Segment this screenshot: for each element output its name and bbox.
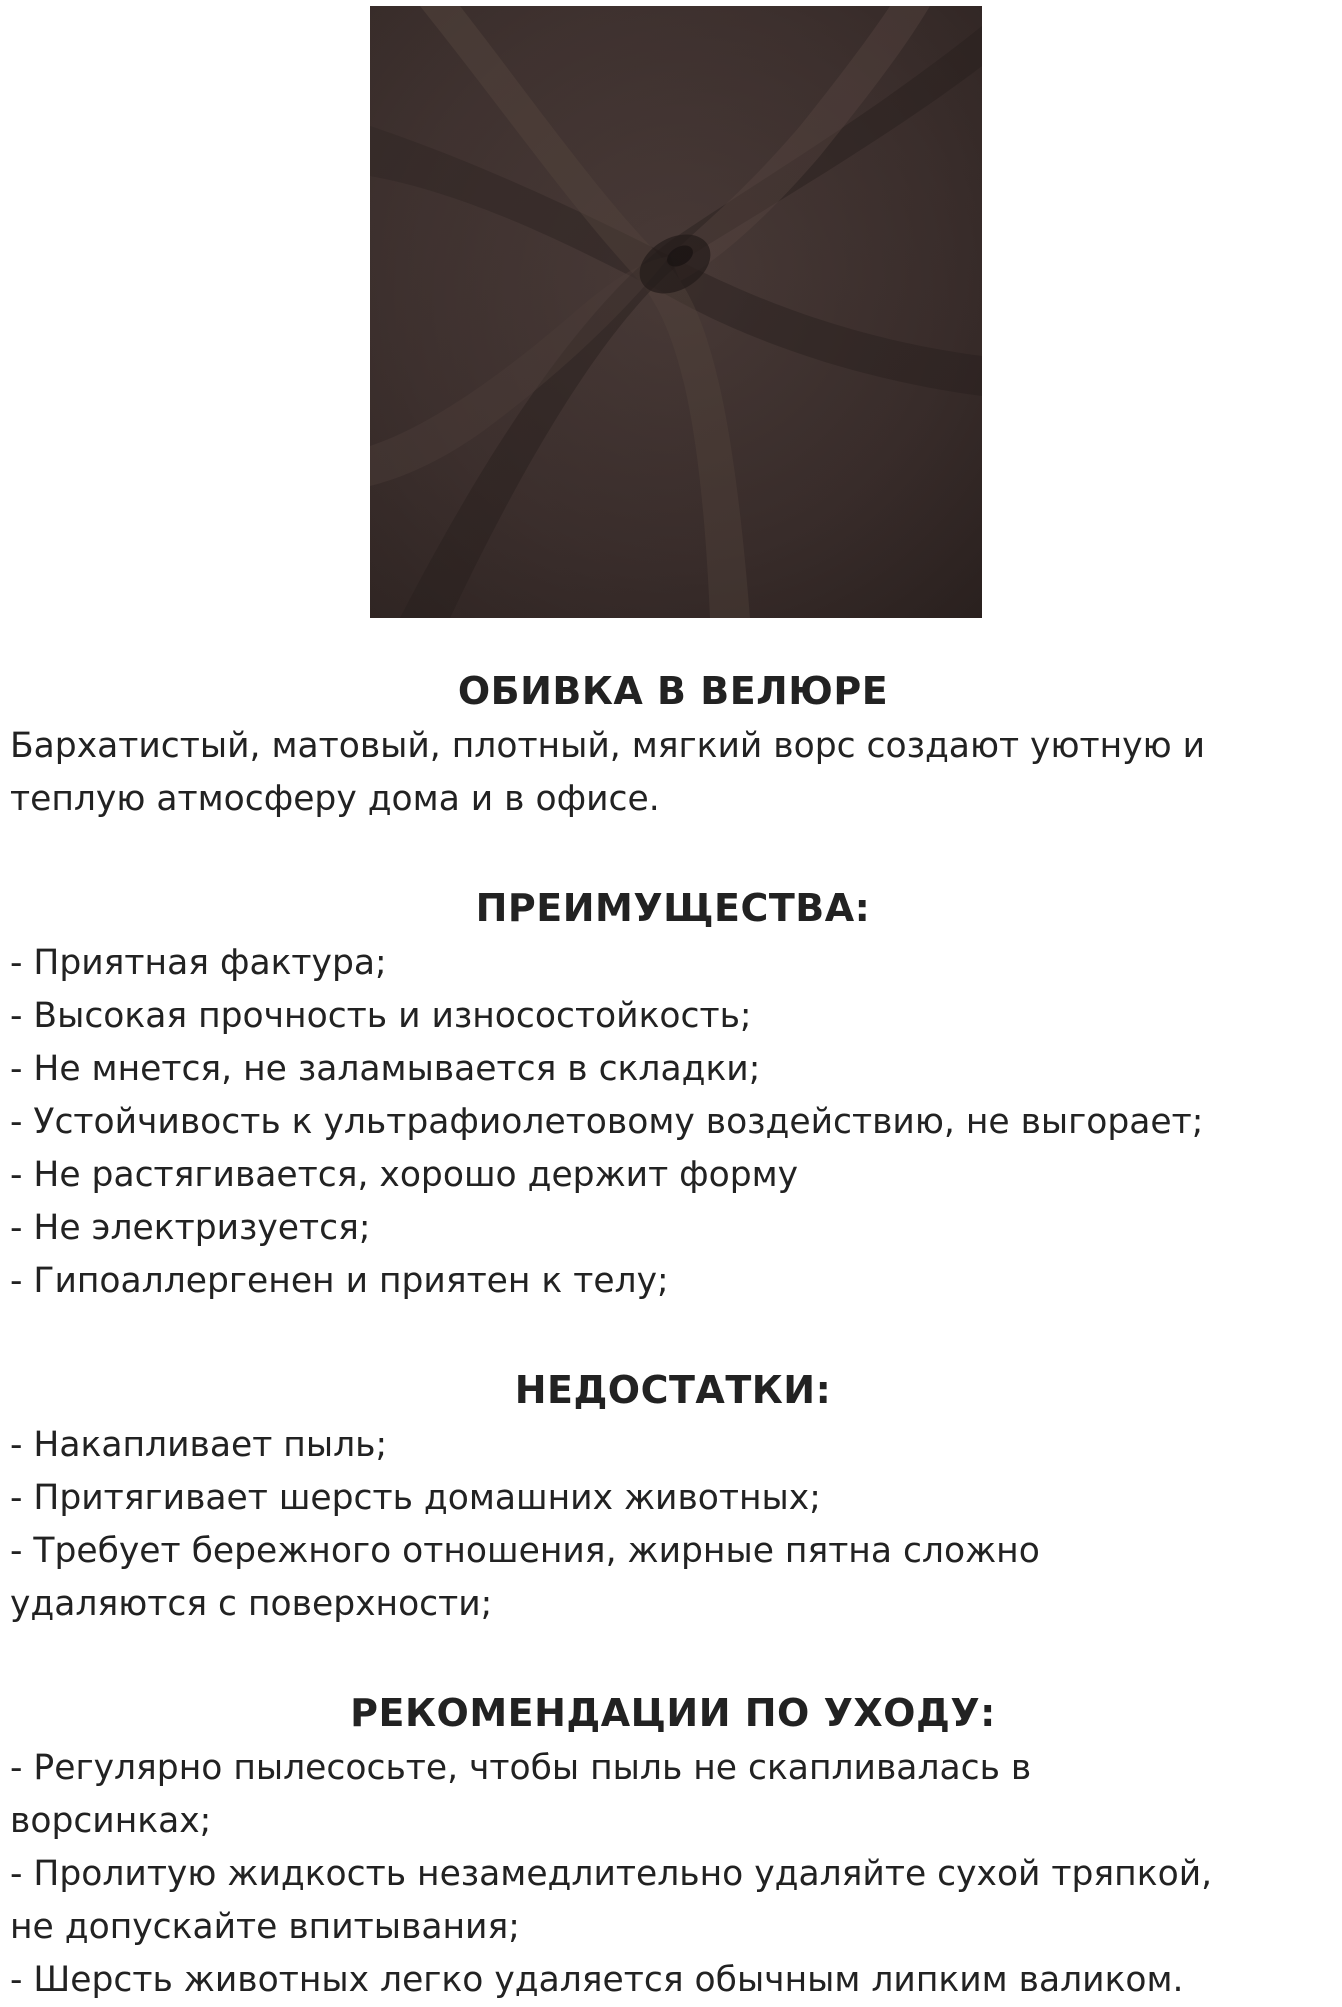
advantages-list-item: - Приятная фактура; [10,943,387,983]
section-spacer [10,1631,1336,1684]
upholstery-title: ОБИВКА В ВЕЛЮРЕ [457,669,889,713]
velour-fabric-swatch-image [370,6,982,618]
upholstery-line: теплую атмосферу дома и в офисе. [10,779,660,819]
description-content [10,662,1336,2007]
upholstery-line: Бархатистый, матовый, плотный, мягкий ворс создают уютную и [10,726,1206,766]
advantages-list-item: - Устойчивость к ультрафиолетовому воздействию, не выгорает; [10,1102,1204,1142]
care-list-item: - Регулярно пылесосьте, чтобы пыль не скапливалась в [10,1748,1032,1788]
advantages-list-item: - Не электризуется; [10,1208,371,1248]
advantages-title: ПРЕИМУЩЕСТВА: [475,886,871,930]
advantages-list-item: - Не мнется, не заламывается в складки; [10,1049,761,1089]
care-list-item: не допускайте впитывания; [10,1907,520,1947]
disadvantages-list-item: удаляются с поверхности; [10,1584,493,1624]
care-title: РЕКОМЕНДАЦИИ ПО УХОДУ: [350,1691,996,1735]
disadvantages-list-item: - Накапливает пыль; [10,1425,388,1465]
advantages-list-item: - Высокая прочность и износостойкость; [10,996,752,1036]
fabric-swirl-icon [370,6,982,618]
advantages-list-item: - Гипоаллергенен и приятен к телу; [10,1261,669,1301]
disadvantages-list-item: - Притягивает шерсть домашних животных; [10,1478,821,1518]
disadvantages-list-item: - Требует бережного отношения, жирные пятна сложно [10,1531,1040,1571]
care-list-item: - Шерсть животных легко удаляется обычным липким валиком. [10,1960,1184,2000]
disadvantages-title: НЕДОСТАТКИ: [514,1368,832,1412]
advantages-list-item: - Не растягивается, хорошо держит форму [10,1155,799,1195]
care-list-item: - Пролитую жидкость незамедлительно удаляйте сухой тряпкой, [10,1854,1213,1894]
section-spacer [10,826,1336,879]
care-list-item: ворсинках; [10,1801,212,1841]
section-spacer [10,1308,1336,1361]
